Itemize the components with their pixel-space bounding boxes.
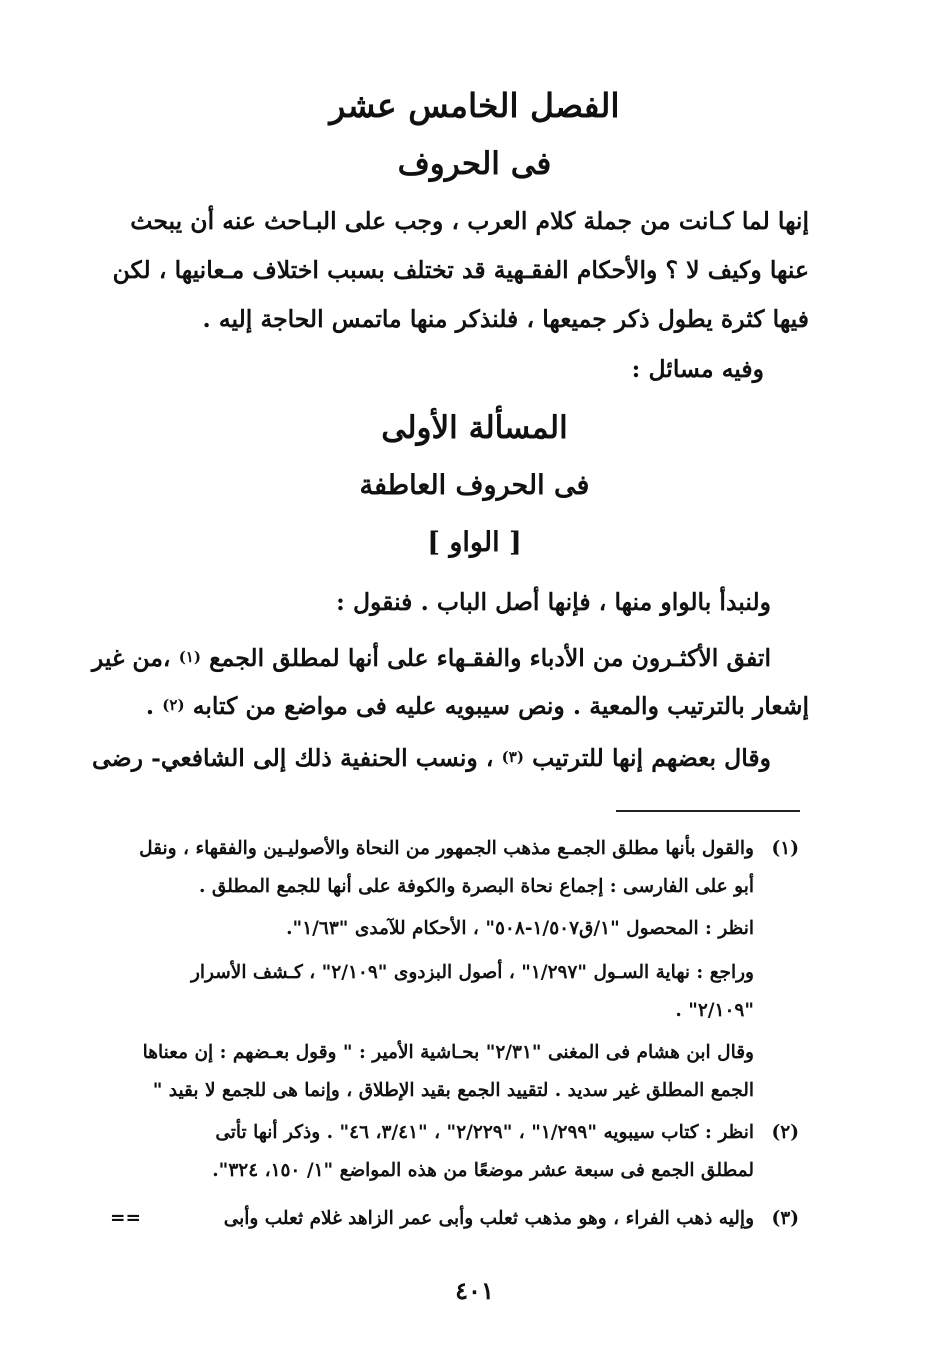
- footnote-1-line-6: وقال ابن هشام فى المغنى "٢/٣١" بحـاشية الأمير : " وقول بعـضهم : إن معناها: [142, 1042, 754, 1063]
- footnote-1-line-4: وراجع : نهاية السـول "١/٢٩٧" ، أصول البزدوى "٢/١٠٩" ، كـشف الأسرار: [190, 962, 754, 983]
- body-paragraph-2-line-1: [91, 644, 771, 672]
- section-subtitle: فى الحروف العاطفة: [359, 470, 590, 501]
- intro-line-3: فيها كثرة يطول ذكر جميعها ، فلنذكر منها ماتمس الحاجة إليه .: [202, 305, 809, 333]
- body-paragraph-1: ولنبدأ بالواو منها ، فإنها أصل الباب . فنقول :: [336, 588, 771, 616]
- footnote-1-marker: (١): [771, 838, 799, 859]
- footnote-ref-1: (١): [178, 648, 201, 666]
- intro-line-2: عنها وكيف لا ؟ والأحكام الفقـهية قد تختلف بسبب اختلاف مـعانيها ، لكن: [112, 256, 809, 284]
- body-text: إشعار بالترتيب والمعية . ونص سيبويه عليه فى مواضع من كتابه: [192, 692, 809, 720]
- footnote-3-marker: (٣): [771, 1208, 799, 1229]
- chapter-title: الفصل الخامس عشر: [329, 86, 620, 125]
- footnote-1-line-7: الجمع المطلق غير سديد . لتقييد الجمع بقيد الإطلاق ، وإنما هى للجمع لا بقيد ": [152, 1080, 754, 1101]
- section-title: المسألة الأولى: [381, 410, 568, 446]
- section-heading: [ الواو ]: [427, 527, 522, 558]
- body-paragraph-2-line-2: [129, 692, 809, 720]
- footnote-2-line-2: لمطلق الجمع فى سبعة عشر موضعًا من هذه المواضع "١/ ١٥٠، ٣٢٤".: [212, 1160, 754, 1181]
- intro-line-4: وفيه مسائل :: [631, 355, 764, 383]
- chapter-subtitle: فى الحروف: [397, 146, 552, 182]
- footnote-3-line-1: وإليه ذهب الفراء ، وهو مذهب ثعلب وأبى عمر الزاهد غلام ثعلب وأبى: [223, 1208, 754, 1229]
- body-text: ، ونسب الحنفية ذلك إلى الشافعي- رضى: [92, 744, 494, 772]
- footnote-ref-3: (٣): [501, 748, 524, 766]
- page-number: ٤٠١: [455, 1276, 494, 1305]
- intro-line-1: إنها لما كـانت من جملة كلام العرب ، وجب على البـاحث عنه أن يبحث: [130, 207, 809, 235]
- footnote-1-line-5: "٢/١٠٩" .: [675, 1000, 754, 1021]
- footnote-1-line-2: أبو على الفارسى : إجماع نحاة البصرة والكوفة على أنها للجمع المطلق .: [198, 876, 754, 897]
- body-text: وقال بعضهم إنها للترتيب: [532, 744, 771, 772]
- footnote-2-line-1: انظر : كتاب سيبويه "١/٢٩٩" ، "٢/٢٢٩" ، "٣/٤١، ٤٦" . وذكر أنها تأتى: [215, 1122, 754, 1143]
- footnote-ref-2: (٢): [162, 696, 185, 714]
- footnote-3-continuation: ==: [109, 1208, 141, 1229]
- body-text: ،من غير: [91, 644, 171, 672]
- footnote-separator: [616, 810, 800, 812]
- footnote-1-line-3: انظر : المحصول "١/ق١/٥٠٧-٥٠٨" ، الأحكام للآمدى "١/٦٣".: [286, 918, 754, 939]
- footnote-2-marker: (٢): [771, 1122, 799, 1143]
- body-paragraph-3: [92, 744, 771, 772]
- footnote-1-line-1: والقول بأنها مطلق الجمـع مذهب الجمهور من النحاة والأصوليـين والفقهاء ، ونقل: [139, 838, 754, 859]
- body-text: .: [145, 692, 155, 720]
- body-text: اتفق الأكثـرون من الأدباء والفقـهاء على أنها لمطلق الجمع: [209, 644, 771, 672]
